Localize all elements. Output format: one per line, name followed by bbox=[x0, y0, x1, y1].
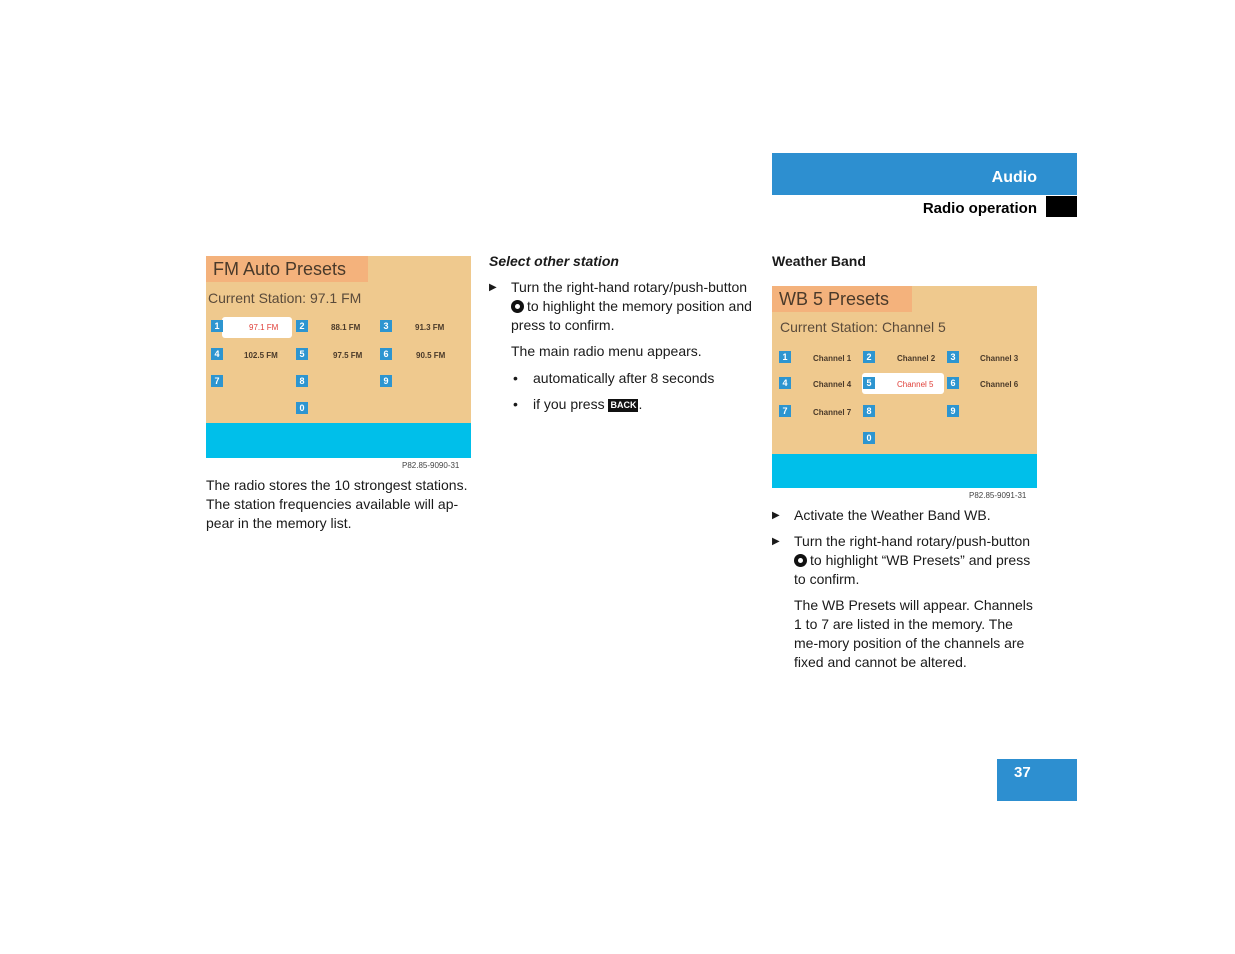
figure-caption: P82.85-9090-31 bbox=[402, 461, 460, 470]
bullet-dot: • bbox=[513, 370, 518, 386]
wb-step-2 bbox=[794, 532, 1042, 589]
preset-label: 97.1 FM bbox=[249, 323, 279, 332]
fm-screen-title: FM Auto Presets bbox=[206, 256, 368, 282]
preset-number: 0 bbox=[863, 432, 875, 444]
preset-number: 0 bbox=[296, 402, 308, 414]
preset-label: 90.5 FM bbox=[416, 351, 446, 360]
page-number: 37 bbox=[1014, 764, 1031, 781]
wb-result: The WB Presets will appear. Channels 1 to 7 are listed in the memory. The me-mory position of the channels are fixed and cannot be altered. bbox=[794, 597, 1033, 670]
preset-number: 1 bbox=[211, 320, 223, 332]
preset-number: 3 bbox=[380, 320, 392, 332]
section-header-band bbox=[772, 153, 1077, 195]
wb-presets-screen bbox=[772, 286, 1037, 488]
preset-number: 1 bbox=[779, 351, 791, 363]
weather-band-heading: Weather Band bbox=[772, 253, 866, 269]
preset-number: 7 bbox=[779, 405, 791, 417]
rotary-knob-icon bbox=[511, 300, 524, 313]
step-text: Turn the right-hand rotary/push-button bbox=[511, 279, 748, 295]
preset-number: 3 bbox=[947, 351, 959, 363]
wb-current-station: Current Station: Channel 5 bbox=[780, 319, 946, 335]
preset-number: 4 bbox=[211, 348, 223, 360]
step-text: to highlight the memory position and press to confirm. bbox=[511, 298, 752, 333]
preset-number: 4 bbox=[779, 377, 791, 389]
select-result: The main radio menu appears. bbox=[511, 343, 702, 359]
figure-caption: P82.85-9091-31 bbox=[969, 491, 1027, 500]
back-key-icon: BACK bbox=[610, 400, 637, 410]
preset-number: 8 bbox=[296, 375, 308, 387]
bullet-back bbox=[533, 395, 642, 414]
bullet-text: if you press bbox=[533, 396, 605, 412]
fm-current-station: Current Station: 97.1 FM bbox=[208, 290, 362, 306]
preset-label: Channel 2 bbox=[897, 354, 936, 363]
preset-number: 2 bbox=[863, 351, 875, 363]
step-text: to highlight “WB Presets” and press to confirm. bbox=[794, 552, 1031, 587]
section-subtitle: Radio operation bbox=[922, 200, 1037, 217]
bullet-dot: • bbox=[513, 396, 518, 412]
preset-number: 9 bbox=[380, 375, 392, 387]
preset-label: Channel 7 bbox=[813, 408, 852, 417]
preset-label: Channel 4 bbox=[813, 380, 852, 389]
wb-screen-title: WB 5 Presets bbox=[772, 286, 912, 312]
preset-number: 8 bbox=[863, 405, 875, 417]
preset-label: Channel 3 bbox=[980, 354, 1019, 363]
preset-label: 91.3 FM bbox=[415, 323, 445, 332]
section-title: Audio bbox=[991, 169, 1037, 186]
preset-label: Channel 5 bbox=[897, 380, 934, 389]
step-arrow-icon: ▶ bbox=[772, 536, 780, 547]
preset-number: 7 bbox=[211, 375, 223, 387]
preset-number: 2 bbox=[296, 320, 308, 332]
bullet-auto: automatically after 8 seconds bbox=[533, 370, 715, 386]
step-arrow-icon: ▶ bbox=[489, 282, 497, 293]
preset-number: 5 bbox=[296, 348, 308, 360]
preset-label: 102.5 FM bbox=[244, 351, 278, 360]
page-number-band bbox=[997, 759, 1077, 801]
preset-number: 6 bbox=[380, 348, 392, 360]
rotary-knob-icon bbox=[794, 554, 807, 567]
wb-step-1: Activate the Weather Band WB. bbox=[794, 507, 991, 523]
fm-description: The radio stores the 10 strongest stations. The station frequencies available will ap-pear in the memory list. bbox=[206, 477, 468, 531]
preset-label: 88.1 FM bbox=[331, 323, 361, 332]
preset-number: 5 bbox=[863, 377, 875, 389]
screen-status-bar bbox=[206, 423, 471, 458]
header-marker-block bbox=[1046, 196, 1077, 217]
bullet-end: . bbox=[638, 396, 643, 412]
preset-label: Channel 6 bbox=[980, 380, 1019, 389]
fm-presets-screen bbox=[206, 256, 471, 458]
select-step-1 bbox=[511, 278, 759, 335]
preset-number: 6 bbox=[947, 377, 959, 389]
preset-label: 97.5 FM bbox=[333, 351, 363, 360]
step-arrow-icon: ▶ bbox=[772, 510, 780, 521]
preset-number: 9 bbox=[947, 405, 959, 417]
select-station-heading: Select other station bbox=[489, 253, 619, 269]
preset-label: Channel 1 bbox=[813, 354, 852, 363]
step-text: Turn the right-hand rotary/push-button bbox=[794, 533, 1031, 549]
screen-status-bar bbox=[772, 454, 1037, 488]
